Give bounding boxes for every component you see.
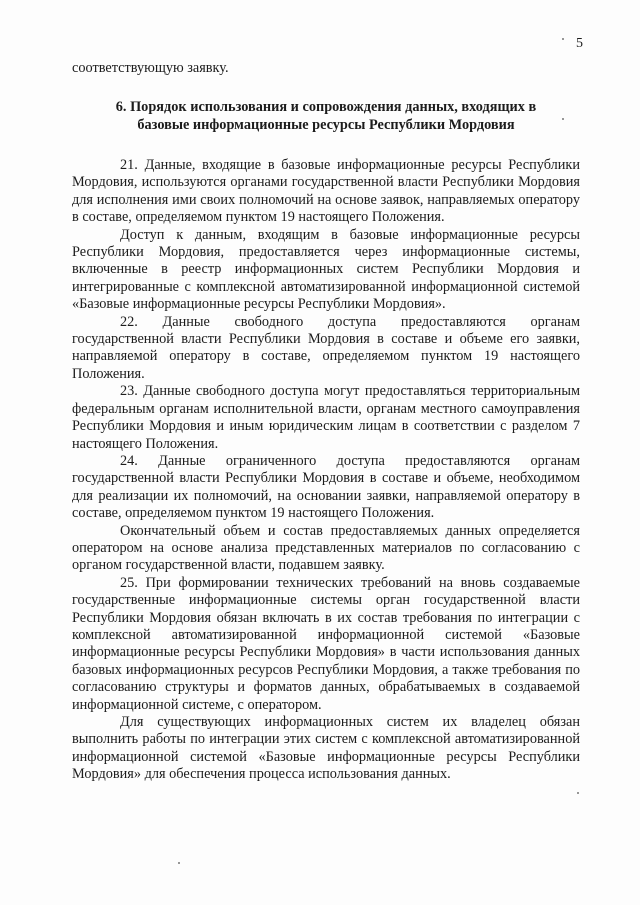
paragraph-22: 22. Данные свободного доступа предоставляются органам государственной власти Республики Мордовия в составе и объеме его заявки, направляемой оператору в составе, определяемом пунктом 19 настоящего Положения. — [72, 313, 580, 382]
paragraph-existing-systems: Для существующих информационных систем их владелец обязан выполнить работы по интеграции этих систем с комплексной автоматизированной информационной системой «Базовые информационные ресурсы Республики Мордовия» для обеспечения процесса использования данных. — [72, 714, 580, 783]
page-number: 5 — [576, 36, 584, 51]
paragraph-21: 21. Данные, входящие в базовые информационные ресурсы Республики Мордовия, используются органами государственной власти Республики Мордовия для исполнения ими своих полномочий на основе заявок, направляемых оператору в составе, определяемом пунктом 19 настоящего Положения. — [72, 157, 580, 226]
paragraph-23: 23. Данные свободного доступа могут предоставляться территориальным федеральным органам исполнительной власти, органам местного самоуправления Республики Мордовия и иным юридическим лицам в соответствии с разделом 7 настоящего Положения. — [72, 383, 580, 452]
paragraph-access: Доступ к данным, входящим в базовые информационные ресурсы Республики Мордовия, предоставляется через информационные системы, включенные в реестр информационных систем Республики Мордовия и интегрированные с комплексной автоматизированной информационной системой «Базовые информационные ресурсы Республики Мордовия». — [72, 226, 580, 313]
paragraph-final-volume: Окончательный объем и состав предоставляемых данных определяется оператором на основе анализа представленных материалов по согласованию с органом государственной власти, подавшем заявку. — [72, 522, 580, 574]
scan-speck — [562, 38, 564, 40]
scan-speck — [562, 118, 564, 120]
scan-speck — [178, 862, 180, 864]
document-body — [72, 60, 580, 784]
section-title: 6. Порядок использования и сопровождения данных, входящих в базовые информационные ресурсы Республики Мордовия — [115, 99, 537, 134]
lead-text: соответствующую заявку. — [72, 60, 229, 76]
paragraph-24: 24. Данные ограниченного доступа предоставляются органам государственной власти Республики Мордовия в составе и объеме, необходимом для реализации их полномочий, на основании заявки, направляемой оператору в составе, определяемом пунктом 19 настоящего Положения. — [72, 452, 580, 522]
scan-speck — [577, 792, 579, 794]
paragraph-25: 25. При формировании технических требований на вновь создаваемые государственные информационные системы орган государственной власти Республики Мордовия обязан включать в их состав требования по интеграции с комплексной автоматизированной информационной системой «Базовые информационные ресурсы Республики Мордовия» в части использования данных базовых информационных ресурсов Республики Мордовия, а также требования по согласованию структуры и форматов данных, обрабатываемых в создаваемой информационной системе, с оператором. — [72, 574, 580, 713]
